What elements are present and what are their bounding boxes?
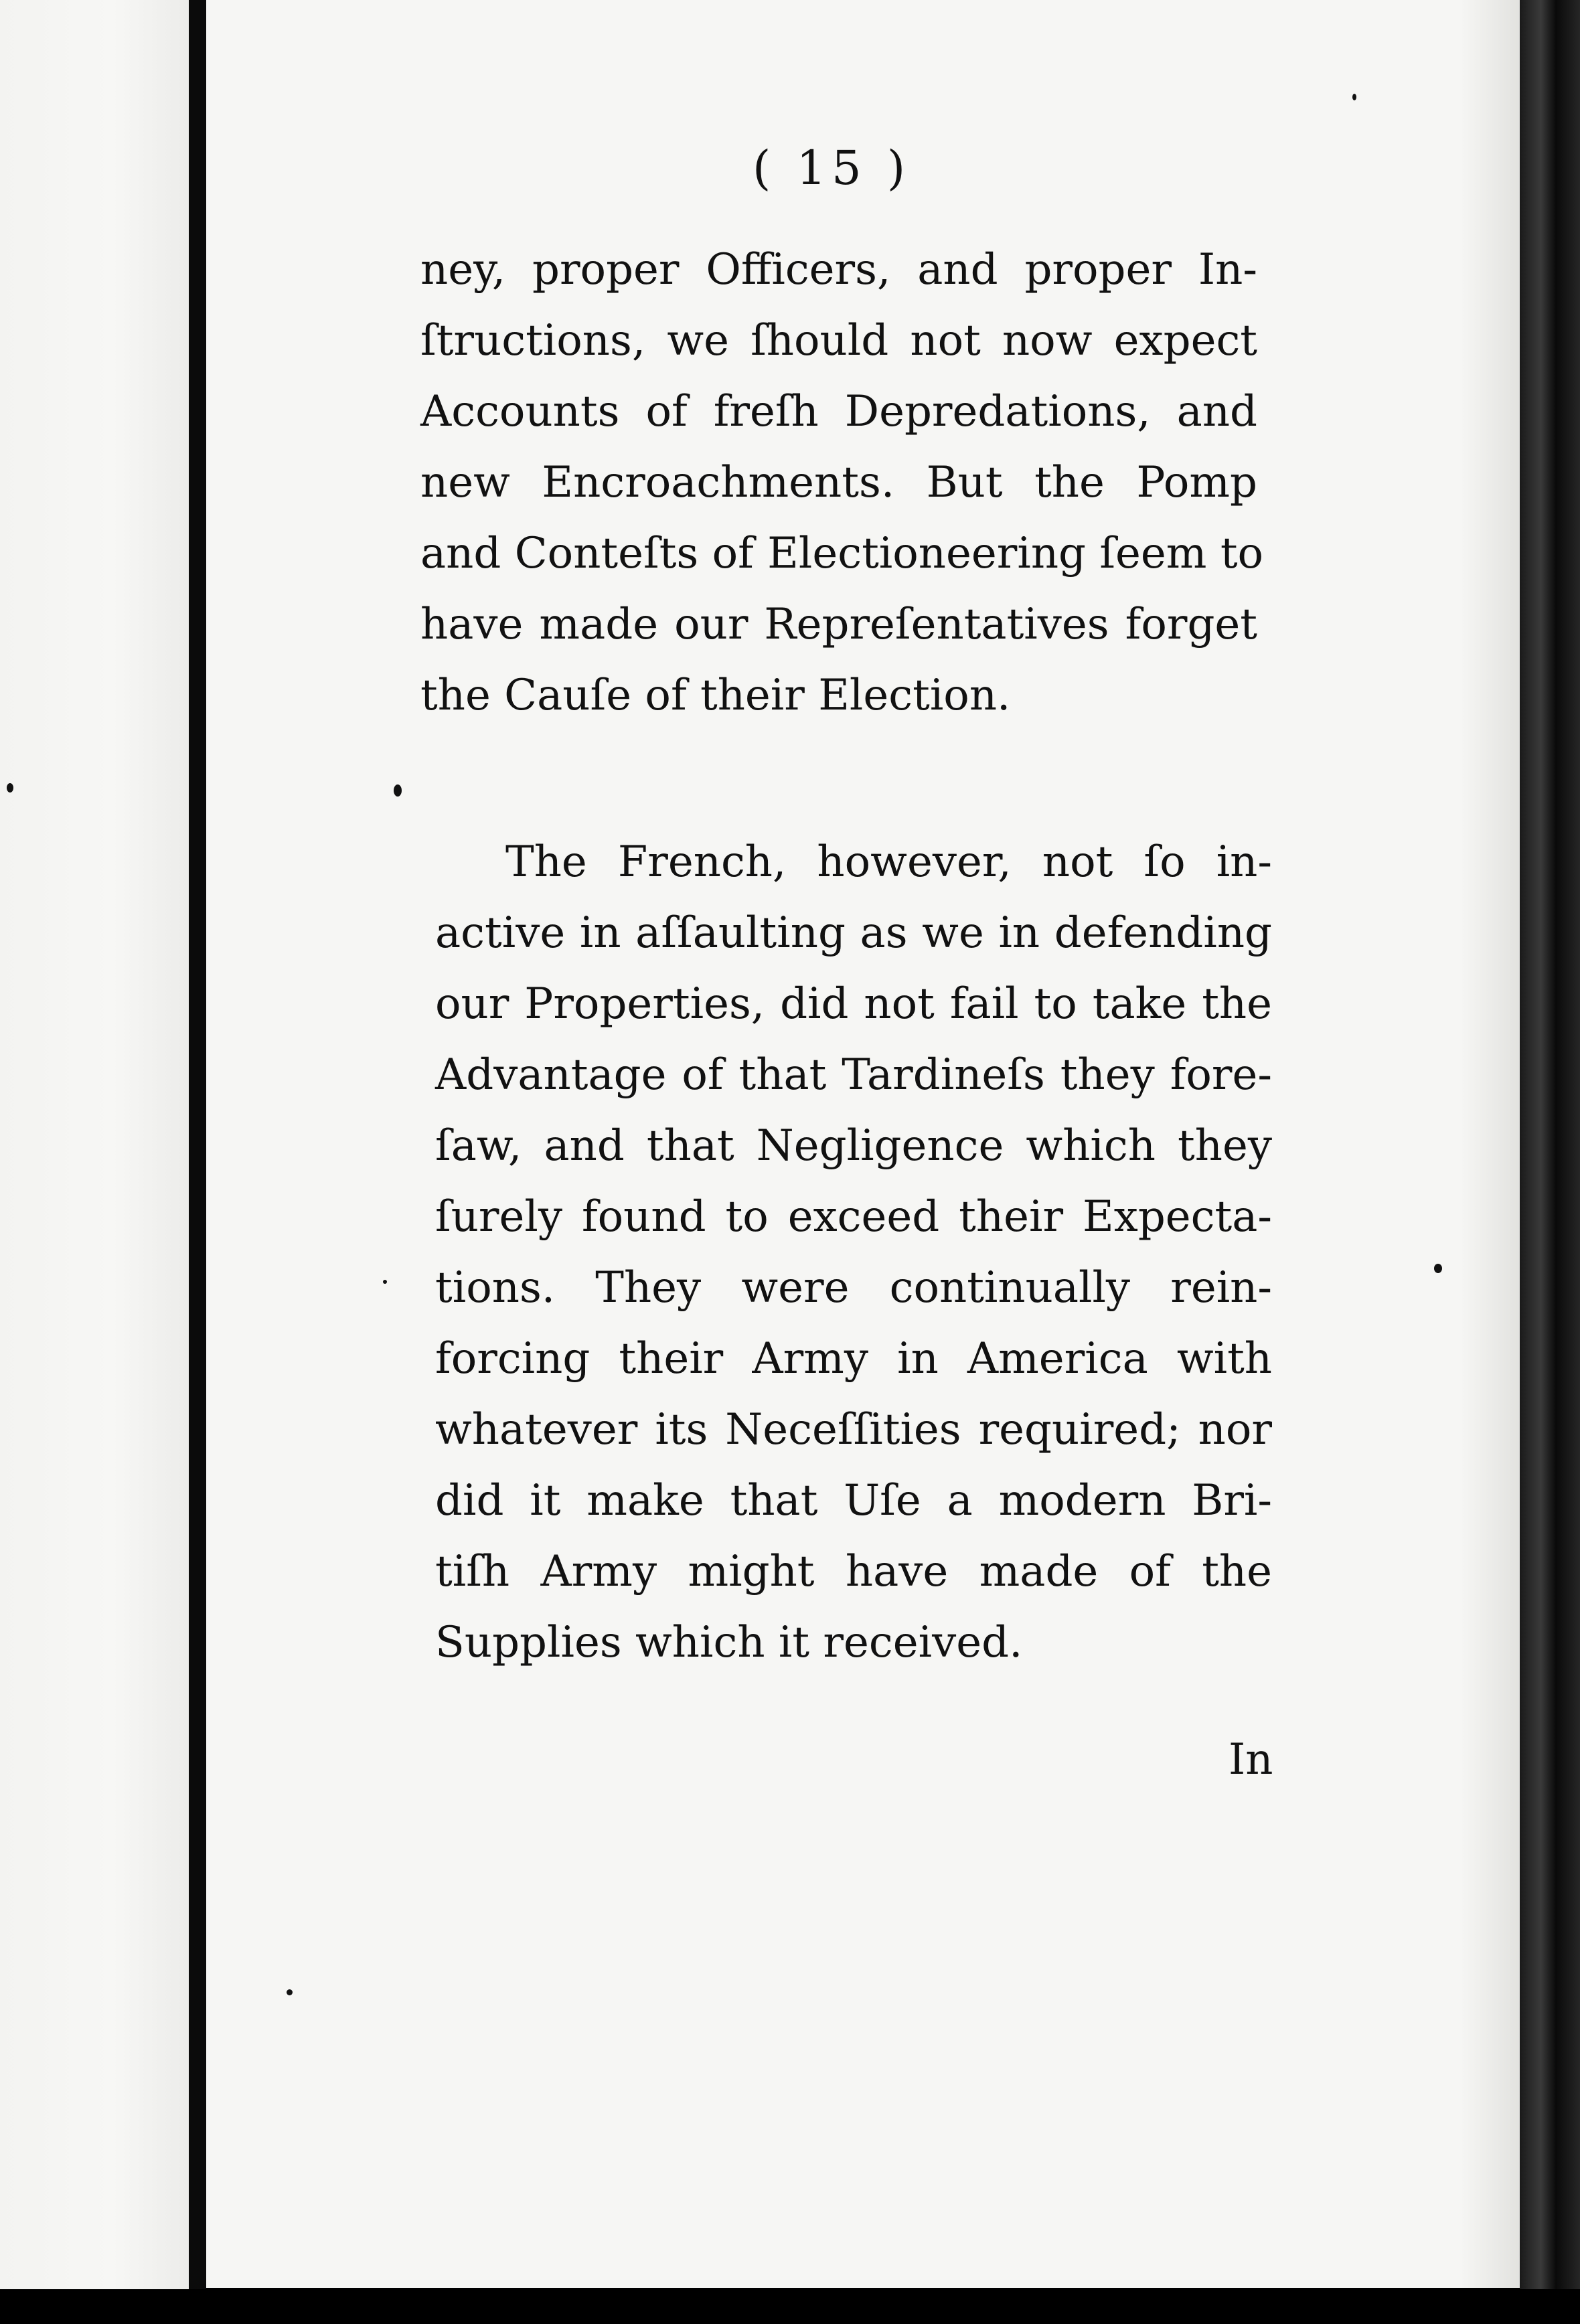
text-line: the Cauſe of their Election. — [420, 671, 1011, 720]
text-line: The French, however, not ſo in- — [505, 837, 1272, 887]
text-line: and Conteſts of Electioneering ſeem to — [420, 529, 1264, 578]
text-line: whatever its Neceſſities required; nor — [435, 1405, 1272, 1455]
text-line: our Properties, did not fail to take the — [435, 979, 1272, 1029]
catchword: In — [1229, 1735, 1273, 1784]
text-line: ney, proper Officers, and proper In- — [420, 245, 1257, 295]
ink-speck — [394, 784, 402, 797]
ink-speck — [7, 783, 13, 793]
ink-speck — [383, 1280, 387, 1284]
text-line: active in aſſaulting as we in defending — [435, 908, 1272, 958]
text-line: tiſh Army might have made of the — [435, 1547, 1272, 1596]
text-line: Accounts of freſh Depredations, and — [420, 387, 1257, 436]
paragraph-1 — [420, 234, 1264, 731]
facing-page-edge — [0, 0, 189, 2289]
scan-border — [0, 2289, 1580, 2324]
ink-speck — [1352, 94, 1356, 100]
book-fore-edge — [1520, 0, 1580, 2324]
text-line: ſaw, and that Negligence which they — [435, 1121, 1272, 1171]
text-line: tions. They were continually rein- — [435, 1263, 1272, 1313]
text-line: Advantage of that Tardineſs they fore- — [435, 1050, 1272, 1100]
ink-speck — [1434, 1264, 1442, 1273]
text-line: did it make that Uſe a modern Bri- — [435, 1476, 1272, 1525]
page-number: ( 15 ) — [753, 141, 911, 195]
text-line: forcing their Army in America with — [435, 1334, 1272, 1384]
text-line: Supplies which it received. — [435, 1618, 1023, 1667]
ink-speck — [287, 1989, 293, 1995]
text-line: ſurely found to exceed their Expecta- — [435, 1192, 1272, 1242]
paragraph-2 — [435, 827, 1272, 1678]
book-gutter — [189, 0, 206, 2324]
text-line: new Encroachments. But the Pomp — [420, 458, 1257, 507]
text-line: ſtructions, we ſhould not now expect — [420, 316, 1257, 365]
text-line: have made our Repreſentatives forget — [420, 600, 1257, 649]
